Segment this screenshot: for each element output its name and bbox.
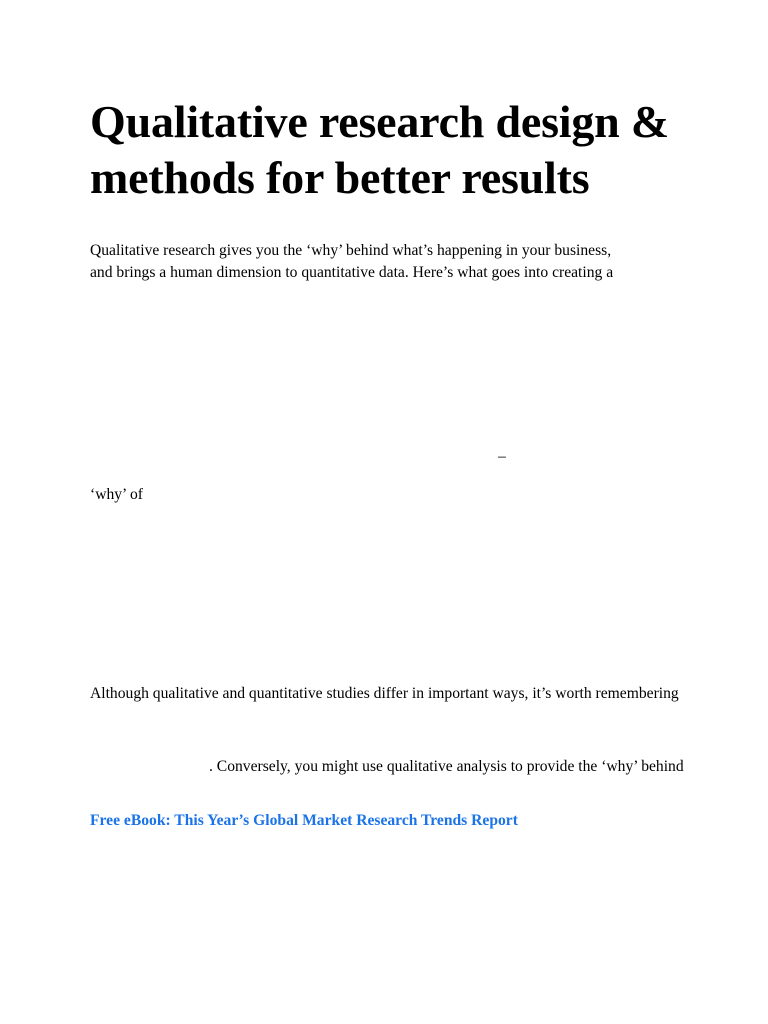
conversely-fragment: . Conversely, you might use qualitative analysis to provide the ‘why’ behind <box>209 758 684 775</box>
page-title-line-2: methods for better results <box>90 152 590 203</box>
intro-line-1: Qualitative research gives you the ‘why’ behind what’s happening in your business, <box>90 242 612 259</box>
page-title <box>90 94 730 206</box>
although-paragraph: Although qualitative and quantitative studies differ in important ways, it’s worth remembering <box>90 685 679 702</box>
intro-paragraph <box>90 240 613 284</box>
page-title-line-1: Qualitative research design & <box>90 96 669 147</box>
intro-line-2: and brings a human dimension to quantitative data. Here’s what goes into creating a <box>90 264 614 281</box>
why-of-fragment: ‘why’ of <box>90 486 143 503</box>
dash-fragment: – <box>498 448 506 465</box>
free-ebook-link[interactable]: Free eBook: This Year’s Global Market Research Trends Report <box>90 812 518 829</box>
